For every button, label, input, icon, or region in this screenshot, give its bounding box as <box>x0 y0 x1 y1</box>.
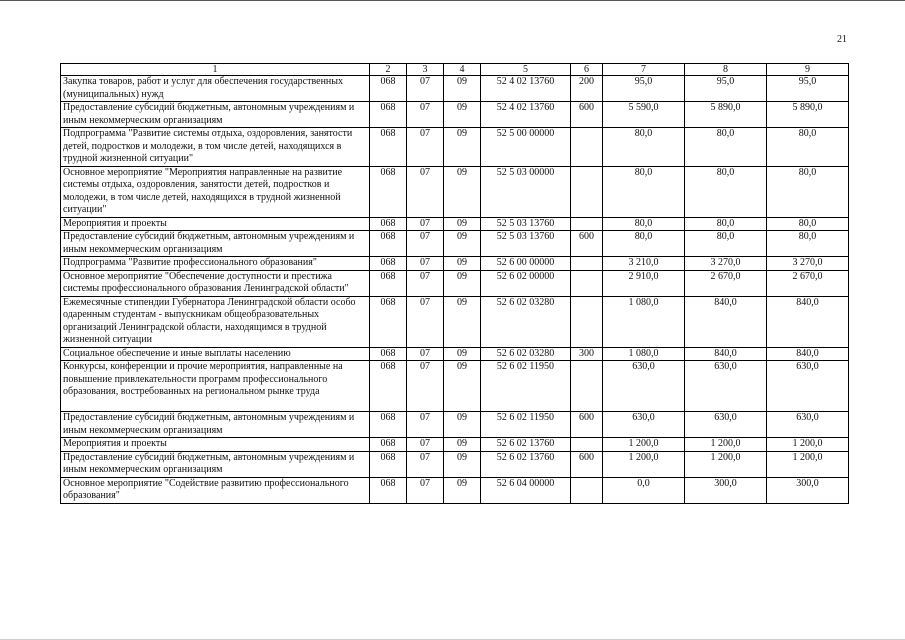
expense-type-code <box>571 270 603 296</box>
amount-col-8: 2 670,0 <box>685 270 767 296</box>
column-header: 7 <box>603 64 685 76</box>
expense-type-code: 600 <box>571 102 603 128</box>
amount-col-9: 80,0 <box>767 166 849 217</box>
row-description: Предоставление субсидий бюджетным, автономным учреждениям и иным некоммерческим организациям <box>61 451 370 477</box>
amount-col-8: 80,0 <box>685 166 767 217</box>
amount-col-7: 3 210,0 <box>603 257 685 271</box>
top-rule <box>0 0 905 1</box>
target-article-code: 52 6 02 13760 <box>481 438 571 452</box>
table-row <box>61 217 849 231</box>
ministry-code: 068 <box>370 361 407 412</box>
section-code: 07 <box>407 257 444 271</box>
section-code: 07 <box>407 76 444 102</box>
target-article-code: 52 6 02 03280 <box>481 296 571 347</box>
amount-col-8: 95,0 <box>685 76 767 102</box>
table-row <box>61 102 849 128</box>
amount-col-7: 1 200,0 <box>603 451 685 477</box>
row-description: Мероприятия и проекты <box>61 217 370 231</box>
amount-col-7: 2 910,0 <box>603 270 685 296</box>
target-article-code: 52 4 02 13760 <box>481 76 571 102</box>
column-header: 1 <box>61 64 370 76</box>
row-description: Мероприятия и проекты <box>61 438 370 452</box>
row-description: Подпрограмма "Развитие системы отдыха, оздоровления, занятости детей, подростков и молодежи, в том числе детей, находящихся в трудной жизненной ситуации" <box>61 128 370 167</box>
ministry-code: 068 <box>370 477 407 503</box>
expense-type-code <box>571 438 603 452</box>
target-article-code: 52 6 02 03280 <box>481 347 571 361</box>
row-description: Основное мероприятие "Мероприятия направленные на развитие системы отдыха, оздоровления, занятости детей, подростков и молодежи, в том числе детей, находящихся в трудной жизненной ситуации" <box>61 166 370 217</box>
amount-col-9: 840,0 <box>767 296 849 347</box>
row-description: Основное мероприятие "Содействие развитию профессионального образования" <box>61 477 370 503</box>
amount-col-8: 3 270,0 <box>685 257 767 271</box>
subsection-code: 09 <box>444 128 481 167</box>
column-header: 5 <box>481 64 571 76</box>
ministry-code: 068 <box>370 257 407 271</box>
amount-col-9: 80,0 <box>767 231 849 257</box>
row-description: Подпрограмма "Развитие профессионального образования" <box>61 257 370 271</box>
table-row <box>61 361 849 412</box>
expense-type-code <box>571 217 603 231</box>
amount-col-8: 5 890,0 <box>685 102 767 128</box>
expense-type-code <box>571 128 603 167</box>
table-row <box>61 412 849 438</box>
amount-col-7: 1 080,0 <box>603 347 685 361</box>
amount-col-7: 630,0 <box>603 361 685 412</box>
table-row <box>61 128 849 167</box>
column-header: 6 <box>571 64 603 76</box>
amount-col-7: 5 590,0 <box>603 102 685 128</box>
amount-col-7: 95,0 <box>603 76 685 102</box>
target-article-code: 52 6 02 13760 <box>481 451 571 477</box>
subsection-code: 09 <box>444 217 481 231</box>
ministry-code: 068 <box>370 412 407 438</box>
target-article-code: 52 6 02 11950 <box>481 361 571 412</box>
target-article-code: 52 5 00 00000 <box>481 128 571 167</box>
amount-col-9: 3 270,0 <box>767 257 849 271</box>
table-row <box>61 438 849 452</box>
table-row <box>61 477 849 503</box>
section-code: 07 <box>407 361 444 412</box>
table-header-row <box>61 64 849 76</box>
ministry-code: 068 <box>370 231 407 257</box>
expense-type-code <box>571 257 603 271</box>
ministry-code: 068 <box>370 451 407 477</box>
budget-table <box>60 63 849 504</box>
subsection-code: 09 <box>444 477 481 503</box>
amount-col-9: 1 200,0 <box>767 451 849 477</box>
target-article-code: 52 5 03 00000 <box>481 166 571 217</box>
expense-type-code: 600 <box>571 412 603 438</box>
amount-col-9: 630,0 <box>767 361 849 412</box>
amount-col-8: 80,0 <box>685 231 767 257</box>
ministry-code: 068 <box>370 128 407 167</box>
amount-col-9: 80,0 <box>767 217 849 231</box>
amount-col-8: 1 200,0 <box>685 451 767 477</box>
amount-col-9: 95,0 <box>767 76 849 102</box>
section-code: 07 <box>407 296 444 347</box>
ministry-code: 068 <box>370 347 407 361</box>
expense-type-code: 600 <box>571 231 603 257</box>
section-code: 07 <box>407 231 444 257</box>
amount-col-8: 630,0 <box>685 412 767 438</box>
amount-col-7: 1 200,0 <box>603 438 685 452</box>
amount-col-9: 1 200,0 <box>767 438 849 452</box>
target-article-code: 52 6 02 11950 <box>481 412 571 438</box>
target-article-code: 52 6 02 00000 <box>481 270 571 296</box>
ministry-code: 068 <box>370 76 407 102</box>
subsection-code: 09 <box>444 438 481 452</box>
page-number: 21 <box>837 34 847 45</box>
amount-col-8: 840,0 <box>685 347 767 361</box>
row-description: Основное мероприятие "Обеспечение доступности и престижа системы профессионального образования Ленинградской области" <box>61 270 370 296</box>
amount-col-9: 5 890,0 <box>767 102 849 128</box>
ministry-code: 068 <box>370 296 407 347</box>
column-header: 8 <box>685 64 767 76</box>
section-code: 07 <box>407 412 444 438</box>
row-description: Предоставление субсидий бюджетным, автономным учреждениям и иным некоммерческим организациям <box>61 102 370 128</box>
row-description: Конкурсы, конференции и прочие мероприятия, направленные на повышение привлекательности программ профессионального образования, востребованных на региональном рынке труда <box>61 361 370 412</box>
amount-col-7: 80,0 <box>603 231 685 257</box>
row-description: Предоставление субсидий бюджетным, автономным учреждениям и иным некоммерческим организациям <box>61 231 370 257</box>
section-code: 07 <box>407 477 444 503</box>
amount-col-7: 1 080,0 <box>603 296 685 347</box>
expense-type-code <box>571 166 603 217</box>
expense-type-code: 200 <box>571 76 603 102</box>
row-description: Социальное обеспечение и иные выплаты населению <box>61 347 370 361</box>
amount-col-9: 630,0 <box>767 412 849 438</box>
subsection-code: 09 <box>444 347 481 361</box>
section-code: 07 <box>407 128 444 167</box>
target-article-code: 52 6 00 00000 <box>481 257 571 271</box>
amount-col-7: 80,0 <box>603 166 685 217</box>
subsection-code: 09 <box>444 231 481 257</box>
ministry-code: 068 <box>370 270 407 296</box>
expense-type-code <box>571 296 603 347</box>
section-code: 07 <box>407 347 444 361</box>
subsection-code: 09 <box>444 361 481 412</box>
amount-col-7: 80,0 <box>603 128 685 167</box>
row-description: Закупка товаров, работ и услуг для обеспечения государственных (муниципальных) нужд <box>61 76 370 102</box>
amount-col-8: 840,0 <box>685 296 767 347</box>
target-article-code: 52 6 04 00000 <box>481 477 571 503</box>
subsection-code: 09 <box>444 270 481 296</box>
subsection-code: 09 <box>444 412 481 438</box>
amount-col-8: 80,0 <box>685 217 767 231</box>
expense-type-code: 600 <box>571 451 603 477</box>
table-row <box>61 166 849 217</box>
table-row <box>61 270 849 296</box>
expense-type-code <box>571 477 603 503</box>
amount-col-8: 630,0 <box>685 361 767 412</box>
subsection-code: 09 <box>444 166 481 217</box>
amount-col-8: 300,0 <box>685 477 767 503</box>
row-description: Ежемесячные стипендии Губернатора Ленинградской области особо одаренным студентам - выпускникам общеобразовательных организаций Ленинградской области, находящимся в трудной жизненной ситуации <box>61 296 370 347</box>
table-row <box>61 76 849 102</box>
ministry-code: 068 <box>370 438 407 452</box>
subsection-code: 09 <box>444 296 481 347</box>
section-code: 07 <box>407 166 444 217</box>
target-article-code: 52 5 03 13760 <box>481 217 571 231</box>
row-description: Предоставление субсидий бюджетным, автономным учреждениям и иным некоммерческим организациям <box>61 412 370 438</box>
column-header: 2 <box>370 64 407 76</box>
amount-col-8: 1 200,0 <box>685 438 767 452</box>
section-code: 07 <box>407 438 444 452</box>
subsection-code: 09 <box>444 451 481 477</box>
column-header: 4 <box>444 64 481 76</box>
table-row <box>61 231 849 257</box>
amount-col-7: 0,0 <box>603 477 685 503</box>
expense-type-code <box>571 361 603 412</box>
amount-col-7: 630,0 <box>603 412 685 438</box>
ministry-code: 068 <box>370 166 407 217</box>
column-header: 9 <box>767 64 849 76</box>
table-row <box>61 451 849 477</box>
target-article-code: 52 5 03 13760 <box>481 231 571 257</box>
table-row <box>61 257 849 271</box>
subsection-code: 09 <box>444 257 481 271</box>
section-code: 07 <box>407 102 444 128</box>
amount-col-9: 840,0 <box>767 347 849 361</box>
amount-col-9: 300,0 <box>767 477 849 503</box>
column-header: 3 <box>407 64 444 76</box>
section-code: 07 <box>407 217 444 231</box>
table-row <box>61 296 849 347</box>
subsection-code: 09 <box>444 76 481 102</box>
section-code: 07 <box>407 270 444 296</box>
amount-col-9: 80,0 <box>767 128 849 167</box>
amount-col-9: 2 670,0 <box>767 270 849 296</box>
subsection-code: 09 <box>444 102 481 128</box>
amount-col-7: 80,0 <box>603 217 685 231</box>
amount-col-8: 80,0 <box>685 128 767 167</box>
target-article-code: 52 4 02 13760 <box>481 102 571 128</box>
section-code: 07 <box>407 451 444 477</box>
ministry-code: 068 <box>370 217 407 231</box>
expense-type-code: 300 <box>571 347 603 361</box>
table-row <box>61 347 849 361</box>
ministry-code: 068 <box>370 102 407 128</box>
